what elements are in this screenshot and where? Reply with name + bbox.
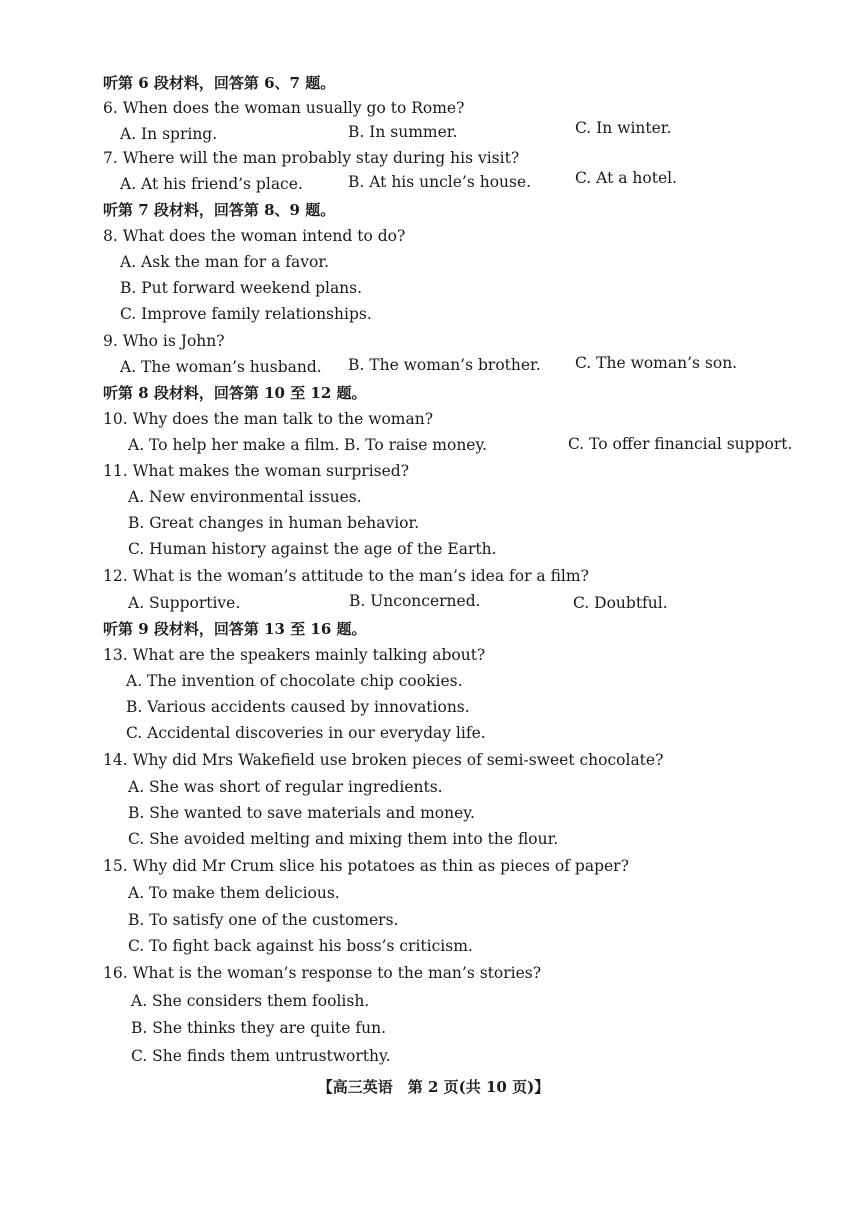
option-c: C. She finds them untrustworthy. bbox=[131, 1047, 391, 1065]
option-a: A. Supportive. bbox=[128, 594, 241, 612]
option-c: C. To fight back against his boss’s criticism. bbox=[128, 937, 473, 955]
page-footer: 【高三英语 第 2 页(共 10 页)】 bbox=[317, 1078, 550, 1096]
option-b: B. At his uncle’s house. bbox=[348, 173, 532, 191]
option-c: C. To offer financial support. bbox=[568, 435, 793, 453]
option-c: C. Improve family relationships. bbox=[120, 305, 372, 323]
option-a: A. The woman’s husband. bbox=[120, 358, 322, 376]
option-b: B. In summer. bbox=[348, 123, 458, 141]
option-b: B. The woman’s brother. bbox=[348, 356, 541, 374]
option-c: C. Accidental discoveries in our everyday life. bbox=[126, 724, 486, 742]
section-header-8: 听第 8 段材料，回答第 10 至 12 题。 bbox=[103, 384, 367, 402]
question-stem: 11. What makes the woman surprised? bbox=[103, 462, 410, 480]
option-a: A. The invention of chocolate chip cookies. bbox=[126, 672, 463, 690]
question-stem: 7. Where will the man probably stay during his visit? bbox=[103, 149, 520, 167]
option-a: A. New environmental issues. bbox=[128, 488, 362, 506]
question-stem: 14. Why did Mrs Wakefield use broken pieces of semi-sweet chocolate? bbox=[103, 751, 664, 769]
option-a: A. At his friend’s place. bbox=[120, 175, 303, 193]
option-c: C. Human history against the age of the Earth. bbox=[128, 540, 497, 558]
option-b: B. She wanted to save materials and money. bbox=[128, 804, 475, 822]
question-stem: 6. When does the woman usually go to Rome? bbox=[103, 99, 465, 117]
option-c: C. In winter. bbox=[575, 119, 672, 137]
section-header-6: 听第 6 段材料，回答第 6、7 题。 bbox=[103, 74, 336, 92]
question-stem: 8. What does the woman intend to do? bbox=[103, 227, 406, 245]
option-b: B. Unconcerned. bbox=[349, 592, 481, 610]
option-a: A. Ask the man for a favor. bbox=[120, 253, 329, 271]
question-stem: 15. Why did Mr Crum slice his potatoes as thin as pieces of paper? bbox=[103, 857, 629, 875]
section-header-7: 听第 7 段材料，回答第 8、9 题。 bbox=[103, 201, 336, 219]
option-b: B. Great changes in human behavior. bbox=[128, 514, 420, 532]
option-c: C. The woman’s son. bbox=[575, 354, 738, 372]
option-c: C. She avoided melting and mixing them into the flour. bbox=[128, 830, 559, 848]
question-stem: 16. What is the woman’s response to the man’s stories? bbox=[103, 964, 542, 982]
question-stem: 12. What is the woman’s attitude to the man’s idea for a film? bbox=[103, 567, 589, 585]
question-stem: 13. What are the speakers mainly talking about? bbox=[103, 646, 486, 664]
option-b: B. Put forward weekend plans. bbox=[120, 279, 363, 297]
option-c: C. Doubtful. bbox=[573, 594, 668, 612]
option-b: B. To raise money. bbox=[344, 436, 488, 454]
option-b: B. She thinks they are quite fun. bbox=[131, 1019, 387, 1037]
option-a: A. She considers them foolish. bbox=[131, 992, 370, 1010]
option-a: A. To help her make a film. bbox=[128, 436, 340, 454]
option-a: A. In spring. bbox=[120, 125, 218, 143]
question-stem: 9. Who is John? bbox=[103, 332, 225, 350]
option-b: B. Various accidents caused by innovations. bbox=[126, 698, 470, 716]
option-a: A. To make them delicious. bbox=[128, 884, 340, 902]
option-a: A. She was short of regular ingredients. bbox=[128, 778, 443, 796]
option-b: B. To satisfy one of the customers. bbox=[128, 911, 399, 929]
section-header-9: 听第 9 段材料，回答第 13 至 16 题。 bbox=[103, 620, 367, 638]
question-stem: 10. Why does the man talk to the woman? bbox=[103, 410, 434, 428]
option-c: C. At a hotel. bbox=[575, 169, 678, 187]
